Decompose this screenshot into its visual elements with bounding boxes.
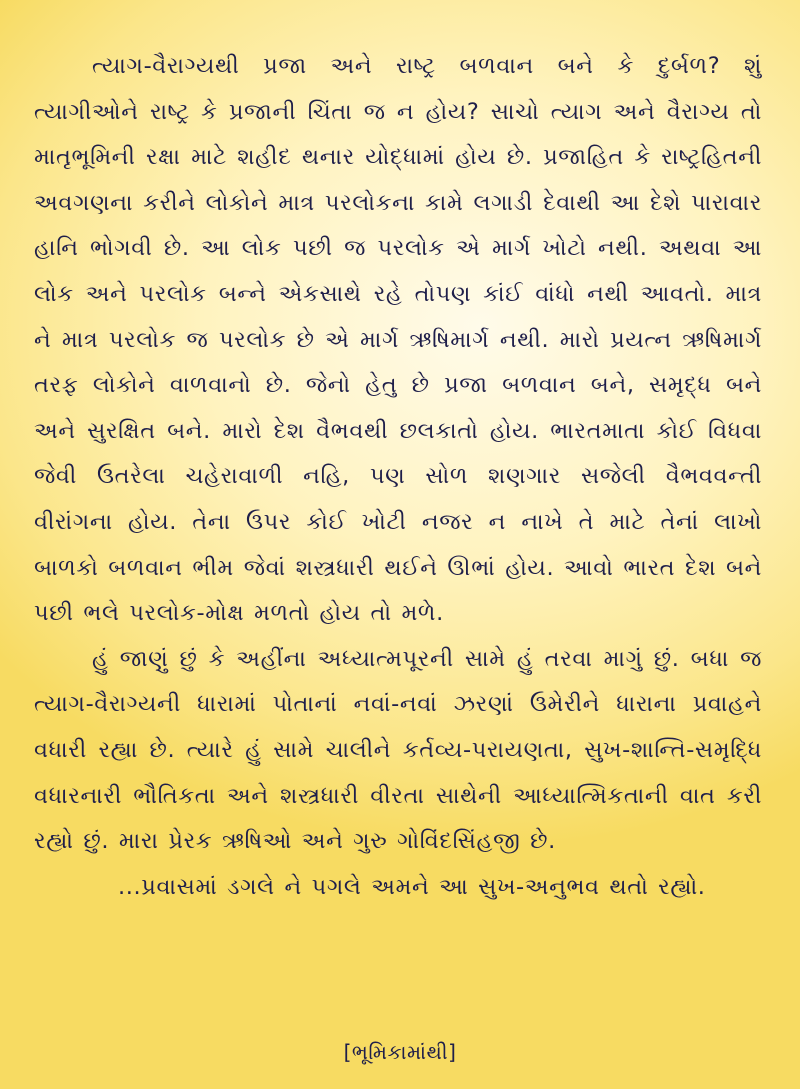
paragraph-2: હું જાણું છું કે અહીંના અધ્યાત્મપૂરની સામે હું તરવા માગું છું. બધા જ ત્યાગ-વૈરાગ્યની ધારામાં પોતાનાં નવાં-નવાં ઝરણાં ઉમેરીને ધારાના પ્રવાહને વધારી રહ્યા છે. ત્યારે હું સામે ચાલીને કર્તવ્ય-પરાયણતા, સુખ-શાન્તિ-સમૃદ્ધિ વધારનારી ભૌતિકતા અને શસ્ત્રધારી વીરતા સાથેની આધ્યાત્મિકતાની વાત કરી રહ્યો છું. મારા પ્રેરક ઋષિઓ અને ગુરુ ગોવિંદસિંહજી છે. (34, 645, 762, 855)
paragraph-1: ત્યાગ-વૈરાગ્યથી પ્રજા અને રાષ્ટ્ર બળવાન બને કે દુર્બળ? શું ત્યાગીઓને રાષ્ટ્ર કે પ્રજાની ચિંતા જ ન હોય? સાચો ત્યાગ અને વૈરાગ્ય તો માતૃભૂમિની રક્ષા માટે શહીદ થનાર યોદ્ધામાં હોય છે. પ્રજાહિત કે રાષ્ટ્રહિતની અવગણના કરીને લોકોને માત્ર પરલોકના કામે લગાડી દેવાથી આ દેશે પારાવાર હાનિ ભોગવી છે. આ લોક પછી જ પરલોક એ માર્ગ ખોટો નથી. અથવા આ લોક અને પરલોક બન્ને એકસાથે રહે તોપણ કાંઈ વાંધો નથી આવતો. માત્ર ને માત્ર પરલોક જ પરલોક છે એ માર્ગ ઋષિમાર્ગ નથી. મારો પ્રયત્ન ઋષિમાર્ગ તરફ લોકોને વાળવાનો છે. જેનો હેતુ છે પ્રજા બળવાન બને, સમૃદ્ધ બને અને સુરક્ષિત બને. મારો દેશ વૈભવથી છલકાતો હોય. ભારતમાતા કોઈ વિધવા જેવી ઉતરેલા ચહેરાવાળી નહિ, પણ સોળ શણગાર સજેલી વૈભવવન્તી વીરાંગના હોય. તેના ઉપર કોઈ ખોટી નજર ન નાખે તે માટે તેનાં લાખો બાળકો બળવાન ભીમ જેવાં શસ્ત્રધારી થઈને ઊભાં હોય. આવો ભારત દેશ બને પછી ભલે પરલોક-મોક્ષ મળતો હોય તો મળે. (34, 53, 762, 627)
source-attribution: [ભૂમિકામાંથી] (343, 1040, 457, 1064)
paragraph-3: ...પ્રવાસમાં ડગલે ને પગલે અમને આ સુખ-અનુભવ થતો રહ્યો. (118, 873, 706, 900)
